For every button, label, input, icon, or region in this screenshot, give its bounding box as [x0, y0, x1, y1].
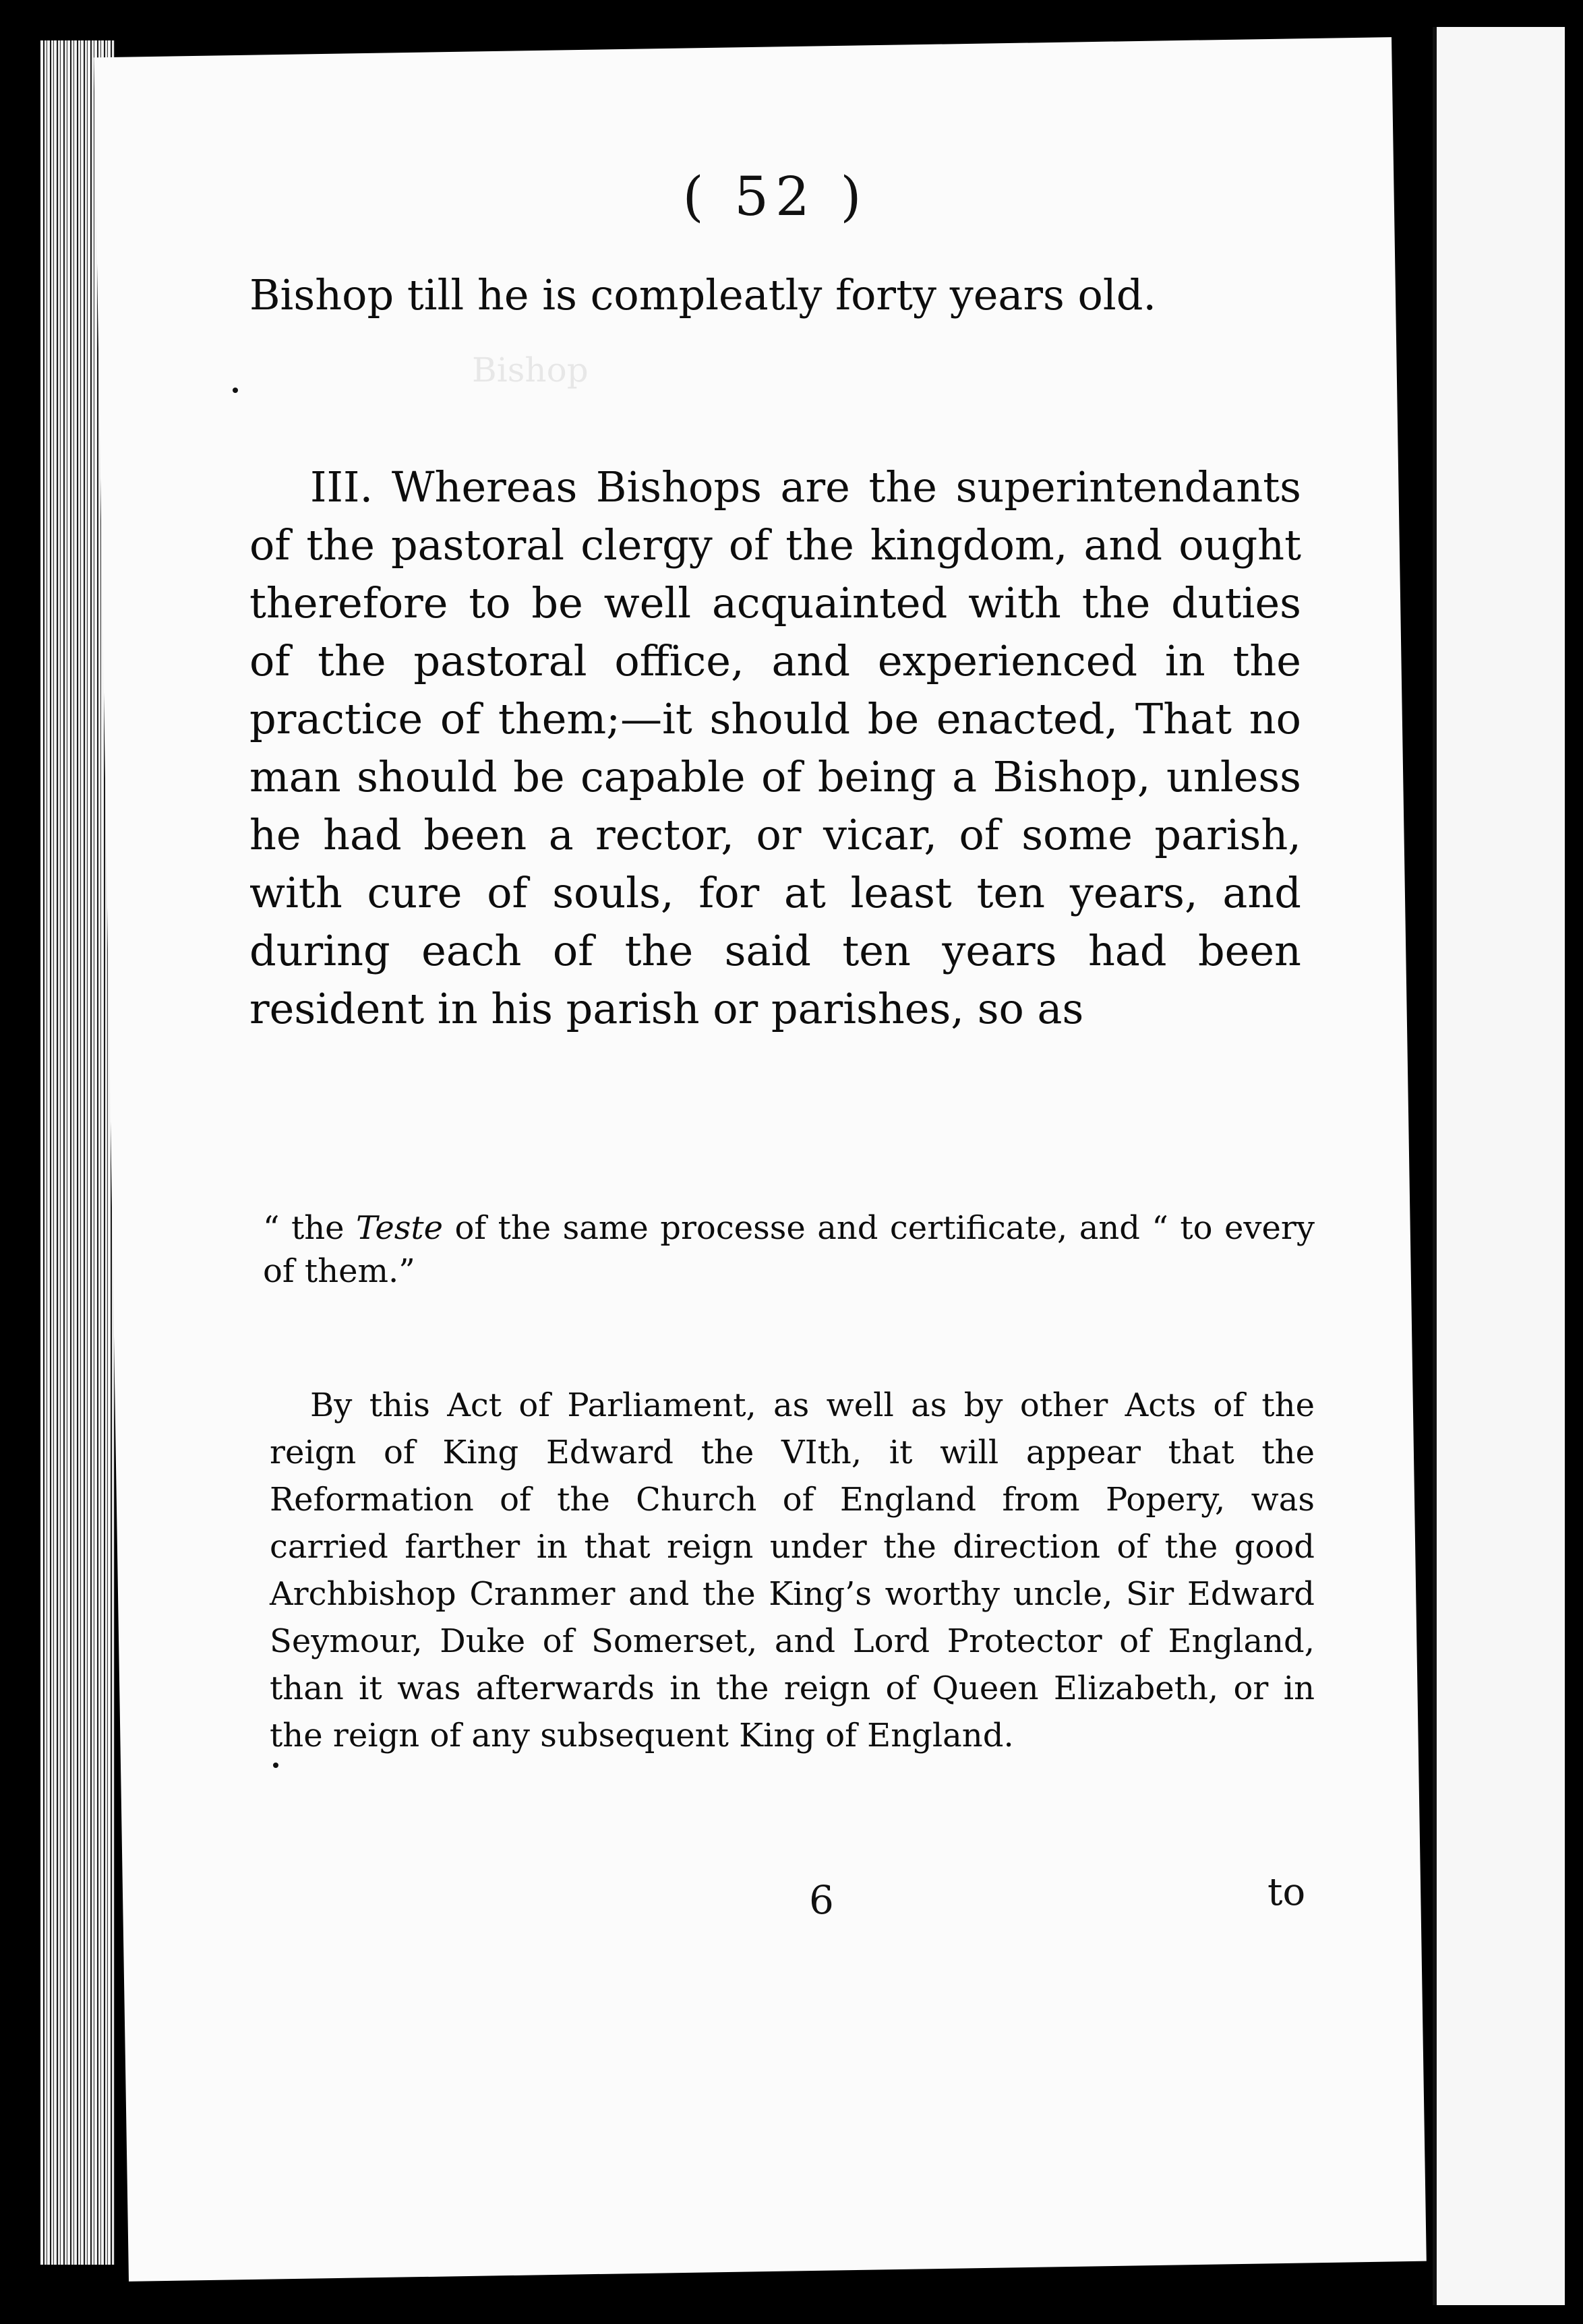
signature-mark: 6 [809, 1877, 834, 1923]
quoted-passage [263, 1206, 1315, 1293]
show-through-text: Bishop [472, 350, 589, 390]
ink-speck [233, 388, 238, 393]
book-page [94, 37, 1427, 2282]
quote-prefix: “ the [263, 1209, 357, 1247]
quote-rest: of the same processe and certificate, and “ to every of them.” [263, 1209, 1315, 1290]
facing-page-edge [1433, 27, 1565, 2305]
page-number-header: ( 52 ) [682, 165, 868, 228]
quote-teste: Teste [356, 1209, 444, 1247]
main-paragraph: III. Whereas Bishops are the superintendants of the pastoral clergy of the kingdom, and ought therefore to be well acquainted with the duties of the pastoral office, and experienced in the practice of them;—it should be enacted, That no man should be capable of being a Bishop, unless he had been a rector, or vicar, of some parish, with cure of souls, for at least ten years, and during each of the said ten years had been resident in his parish or parishes, so as [249, 462, 1301, 1033]
footnote-paragraph: By this Act of Parliament, as well as by other Acts of the reign of King Edward the VIth, it will appear that the Reformation of the Church of England from Popery, was carried farther in that reign under the direction of the good Archbishop Cranmer and the King’s worthy uncle, Sir Edward Seymour, Duke of Somerset, and Lord Protector of England, than it was afterwards in the reign of Queen Elizabeth, or in the reign of any subsequent King of England. [270, 1386, 1315, 1754]
continuation-text: Bishop till he is compleatly forty years old. [249, 270, 1157, 319]
ink-speck [273, 1763, 278, 1768]
catchword: to [1267, 1870, 1306, 1914]
